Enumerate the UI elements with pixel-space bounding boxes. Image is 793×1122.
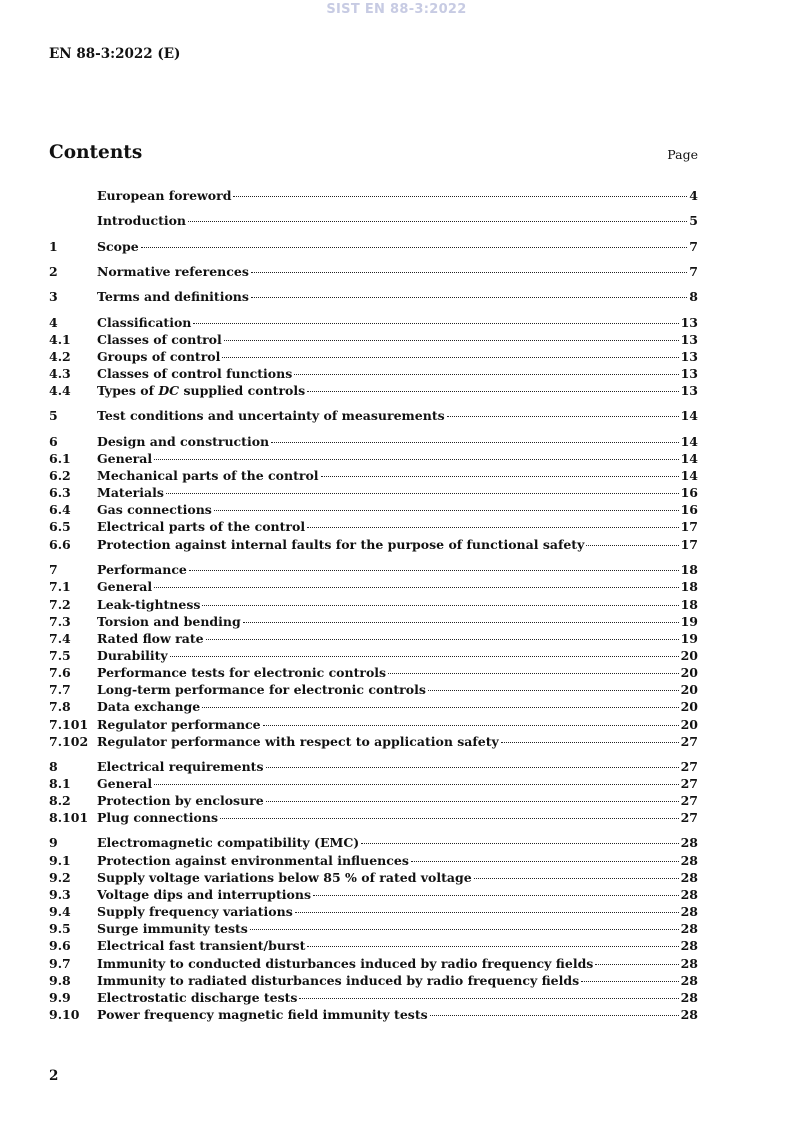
toc-entry-page: 16: [680, 485, 698, 500]
toc-entry[interactable]: [49, 407, 698, 424]
dot-leader: [447, 416, 679, 417]
dot-leader: [294, 374, 678, 375]
toc-entry[interactable]: [49, 733, 698, 750]
dot-leader: [307, 527, 679, 528]
toc-entry-number: 1: [49, 239, 58, 254]
toc-entry[interactable]: [49, 484, 698, 501]
toc-entry-title: Rated flow rate: [97, 631, 204, 646]
toc-entry-number: 4: [49, 315, 58, 330]
toc-entry-title: Torsion and bending: [97, 614, 241, 629]
dot-leader: [189, 570, 679, 571]
toc-entry-number: 6: [49, 434, 58, 449]
toc-entry[interactable]: [49, 920, 698, 937]
toc-entry-title: Leak-tightness: [97, 597, 201, 612]
toc-entry-title: Electrostatic discharge tests: [97, 990, 298, 1005]
toc-entry-number: 5: [49, 408, 58, 423]
toc-entry-page: 28: [680, 887, 698, 902]
toc-entry-title: Surge immunity tests: [97, 921, 248, 936]
dot-leader: [266, 767, 679, 768]
toc-entry[interactable]: [49, 331, 698, 348]
toc-entry-title: Normative references: [97, 264, 249, 279]
toc-entry-number: 6.5: [49, 519, 71, 534]
toc-entry-title: Protection against internal faults for the purpose of functional safety: [97, 537, 585, 552]
dot-leader: [388, 673, 679, 674]
dot-leader: [430, 1015, 679, 1016]
dot-leader: [154, 587, 678, 588]
toc-entry-title: Electrical requirements: [97, 759, 264, 774]
toc-entry-title: Protection by enclosure: [97, 793, 264, 808]
toc-entry[interactable]: [49, 647, 698, 664]
toc-entry-title: Electromagnetic compatibility (EMC): [97, 835, 360, 850]
toc-entry-number: 4.4: [49, 383, 71, 398]
toc-entry[interactable]: [49, 578, 698, 595]
dot-leader: [586, 545, 678, 546]
dot-leader: [263, 725, 679, 726]
page-column-label: Page: [667, 147, 698, 162]
dot-leader: [581, 981, 678, 982]
dot-leader: [188, 221, 687, 222]
toc-entry-number: 7.7: [49, 682, 71, 697]
toc-entry[interactable]: [49, 450, 698, 467]
dot-leader: [271, 442, 678, 443]
toc-entry-title: Long-term performance for electronic controls: [97, 682, 426, 697]
toc-entry[interactable]: [49, 288, 698, 305]
toc-entry-title: Groups of control: [97, 349, 221, 364]
toc-entry-number: 8.101: [49, 810, 89, 825]
toc-entry-number: 4.3: [49, 366, 71, 381]
toc-entry[interactable]: [49, 681, 698, 698]
toc-entry[interactable]: [49, 630, 698, 647]
toc-entry[interactable]: [49, 613, 698, 630]
toc-entry-number: 9: [49, 835, 58, 850]
toc-entry[interactable]: [49, 792, 698, 809]
toc-entry-title: Regulator performance with respect to application safety: [97, 734, 499, 749]
toc-entry-title: Performance tests for electronic controls: [97, 665, 387, 680]
toc-entry-title: Protection against environmental influences: [97, 853, 409, 868]
dot-leader: [214, 510, 679, 511]
toc-entry-number: 6.2: [49, 468, 71, 483]
toc-entry-page: 19: [680, 631, 698, 646]
toc-entry-number: 9.8: [49, 973, 71, 988]
toc-entry-page: 27: [680, 793, 698, 808]
dot-leader: [154, 459, 678, 460]
toc-entry-number: 8.2: [49, 793, 71, 808]
toc-entry-number: 7.101: [49, 717, 89, 732]
toc-entry-title: Data exchange: [97, 699, 201, 714]
toc-entry[interactable]: [49, 433, 698, 450]
toc-entry-title: European foreword: [97, 188, 232, 203]
toc-entry-title: Immunity to radiated disturbances induced by radio frequency fields: [97, 973, 580, 988]
toc-entry-page: 28: [680, 938, 698, 953]
toc-entry[interactable]: [49, 955, 698, 972]
toc-entry-title: Electrical fast transient/burst: [97, 938, 306, 953]
toc-entry-page: 27: [680, 776, 698, 791]
page-number: 2: [49, 1068, 59, 1084]
dot-leader: [243, 622, 679, 623]
toc-entry-number: 7.6: [49, 665, 71, 680]
toc-entry[interactable]: [49, 775, 698, 792]
dot-leader: [307, 391, 678, 392]
toc-entry[interactable]: [49, 809, 698, 826]
toc-entry-number: 7.1: [49, 579, 71, 594]
toc-entry-title: General: [97, 579, 153, 594]
toc-entry-page: 27: [680, 759, 698, 774]
toc-entry[interactable]: [49, 716, 698, 733]
toc-entry-page: 16: [680, 502, 698, 517]
toc-entry-number: 7.3: [49, 614, 71, 629]
toc-entry-page: 20: [680, 682, 698, 697]
toc-entry-number: 3: [49, 289, 58, 304]
dot-leader: [202, 605, 678, 606]
contents-heading: Contents: [49, 142, 143, 163]
toc-entry-page: 20: [680, 665, 698, 680]
toc-entry-page: 14: [680, 468, 698, 483]
toc-entry[interactable]: [49, 212, 698, 229]
toc-entry[interactable]: [49, 596, 698, 613]
toc-entry-number: 9.7: [49, 956, 71, 971]
watermark: SIST EN 88-3:2022: [326, 2, 467, 17]
toc-entry-page: 13: [680, 366, 698, 381]
toc-entry-title: Terms and definitions: [97, 289, 249, 304]
toc-entry[interactable]: [49, 758, 698, 775]
toc-entry-page: 28: [680, 973, 698, 988]
dot-leader: [428, 690, 679, 691]
dot-leader: [313, 895, 679, 896]
toc-entry-title: Regulator performance: [97, 717, 261, 732]
toc-entry-title: Performance: [97, 562, 187, 577]
dot-leader: [193, 323, 678, 324]
toc-entry[interactable]: [49, 903, 698, 920]
toc-entry-number: 8: [49, 759, 58, 774]
toc-entry[interactable]: [49, 348, 698, 365]
toc-entry-title: Scope: [97, 239, 139, 254]
toc-entry[interactable]: [49, 886, 698, 903]
toc-entry-title: General: [97, 451, 153, 466]
toc-entry-page: 18: [680, 579, 698, 594]
toc-entry-number: 9.10: [49, 1007, 80, 1022]
toc-entry-page: 14: [680, 408, 698, 423]
dot-leader: [222, 357, 678, 358]
toc-entry-title: General: [97, 776, 153, 791]
toc-entry-title: Introduction: [97, 213, 187, 228]
toc-entry-title: Durability: [97, 648, 168, 663]
toc-entry-page: 28: [680, 1007, 698, 1022]
toc-entry[interactable]: [49, 561, 698, 578]
dot-leader: [251, 272, 687, 273]
toc-entry-number: 9.9: [49, 990, 71, 1005]
toc-entry[interactable]: [49, 834, 698, 851]
toc-entry[interactable]: [49, 382, 698, 399]
toc-entry-page: 18: [680, 562, 698, 577]
dot-leader: [141, 247, 688, 248]
dot-leader: [361, 843, 678, 844]
toc-entry[interactable]: [49, 698, 698, 715]
dot-leader: [206, 639, 679, 640]
toc-entry-title: Materials: [97, 485, 164, 500]
dot-leader: [154, 784, 678, 785]
toc-entry-number: 7.5: [49, 648, 71, 663]
toc-entry-page: 19: [680, 614, 698, 629]
dot-leader: [220, 818, 679, 819]
toc-entry[interactable]: [49, 536, 698, 553]
toc-entry-number: 9.6: [49, 938, 71, 953]
toc-entry-page: 7: [689, 264, 698, 279]
toc-entry-page: 13: [680, 315, 698, 330]
toc-entry-page: 20: [680, 717, 698, 732]
dot-leader: [411, 861, 679, 862]
dot-leader: [233, 196, 687, 197]
toc-entry-number: 9.1: [49, 853, 71, 868]
dot-leader: [202, 707, 678, 708]
toc-entry[interactable]: [49, 314, 698, 331]
toc-entry-number: 7: [49, 562, 58, 577]
toc-entry[interactable]: [49, 467, 698, 484]
toc-entry-number: 6.6: [49, 537, 71, 552]
toc-entry-number: 4.2: [49, 349, 71, 364]
toc-entry-number: 2: [49, 264, 58, 279]
toc-entry[interactable]: [49, 972, 698, 989]
dot-leader: [595, 964, 678, 965]
toc-entry-number: 9.4: [49, 904, 71, 919]
toc-entry-title: Classification: [97, 315, 192, 330]
toc-entry-number: 7.102: [49, 734, 89, 749]
dot-leader: [250, 929, 679, 930]
toc-entry[interactable]: [49, 187, 698, 204]
toc-entry-page: 13: [680, 349, 698, 364]
toc-entry-title: Mechanical parts of the control: [97, 468, 319, 483]
toc-entry-title: Gas connections: [97, 502, 212, 517]
toc-entry-number: 6.3: [49, 485, 71, 500]
dot-leader: [307, 946, 678, 947]
dot-leader: [251, 297, 687, 298]
toc-entry-page: 28: [680, 904, 698, 919]
toc-entry-page: 13: [680, 332, 698, 347]
toc-entry-title: Voltage dips and interruptions: [97, 887, 312, 902]
document-id: EN 88-3:2022 (E): [49, 46, 181, 62]
toc-entry-title: Power frequency magnetic field immunity tests: [97, 1007, 428, 1022]
toc-entry-title: Plug connections: [97, 810, 219, 825]
toc-entry-number: 4.1: [49, 332, 71, 347]
toc-entry-page: 7: [689, 239, 698, 254]
toc-entry[interactable]: [49, 989, 698, 1006]
toc-entry-page: 28: [680, 835, 698, 850]
toc-entry-title: Design and construction: [97, 434, 270, 449]
toc-entry-title: Classes of control functions: [97, 366, 293, 381]
dot-leader: [295, 912, 679, 913]
toc-entry-number: 9.3: [49, 887, 71, 902]
toc-entry-number: 7.8: [49, 699, 71, 714]
toc-entry-number: 7.4: [49, 631, 71, 646]
toc-entry[interactable]: [49, 501, 698, 518]
toc-entry-page: 28: [680, 990, 698, 1005]
toc-entry[interactable]: [49, 664, 698, 681]
toc-entry[interactable]: [49, 1006, 698, 1023]
toc-entry-number: 9.5: [49, 921, 71, 936]
toc-entry-title: Electrical parts of the control: [97, 519, 306, 534]
toc-entry-page: 18: [680, 597, 698, 612]
toc-entry-number: 7.2: [49, 597, 71, 612]
toc-entry-page: 20: [680, 699, 698, 714]
dot-leader: [170, 656, 679, 657]
toc-entry-title: Types of DC supplied controls: [97, 383, 306, 398]
toc-entry-title: Test conditions and uncertainty of measurements: [97, 408, 445, 423]
dot-leader: [321, 476, 679, 477]
toc-entry[interactable]: [49, 518, 698, 535]
toc-entry-page: 28: [680, 921, 698, 936]
dot-leader: [474, 878, 679, 879]
toc-entry-page: 28: [680, 956, 698, 971]
toc-entry[interactable]: [49, 937, 698, 954]
toc-entry-page: 28: [680, 853, 698, 868]
toc-entry-page: 4: [689, 188, 698, 203]
dot-leader: [166, 493, 679, 494]
toc-entry-title: Supply frequency variations: [97, 904, 293, 919]
toc-entry-title: Classes of control: [97, 332, 222, 347]
dot-leader: [266, 801, 679, 802]
dot-leader: [501, 742, 679, 743]
dot-leader: [224, 340, 679, 341]
toc-entry-page: 20: [680, 648, 698, 663]
toc-entry-page: 17: [680, 537, 698, 552]
toc-entry-number: 6.4: [49, 502, 71, 517]
toc-entry-number: 8.1: [49, 776, 71, 791]
toc-entry-number: 9.2: [49, 870, 71, 885]
toc-entry-page: 13: [680, 383, 698, 398]
toc-entry-page: 28: [680, 870, 698, 885]
toc-entry-number: 6.1: [49, 451, 71, 466]
toc-entry[interactable]: [49, 869, 698, 886]
toc-entry-title: Immunity to conducted disturbances induced by radio frequency fields: [97, 956, 594, 971]
toc-entry[interactable]: [49, 365, 698, 382]
toc-entry-page: 8: [689, 289, 698, 304]
toc-entry[interactable]: [49, 238, 698, 255]
dot-leader: [299, 998, 678, 999]
toc-entry-page: 5: [689, 213, 698, 228]
toc-entry-page: 14: [680, 451, 698, 466]
toc-entry-title: Supply voltage variations below 85 % of rated voltage: [97, 870, 472, 885]
toc-entry[interactable]: [49, 852, 698, 869]
toc-entry[interactable]: [49, 263, 698, 280]
toc-entry-page: 17: [680, 519, 698, 534]
toc-entry-page: 27: [680, 734, 698, 749]
toc-entry-page: 14: [680, 434, 698, 449]
toc-entry-page: 27: [680, 810, 698, 825]
